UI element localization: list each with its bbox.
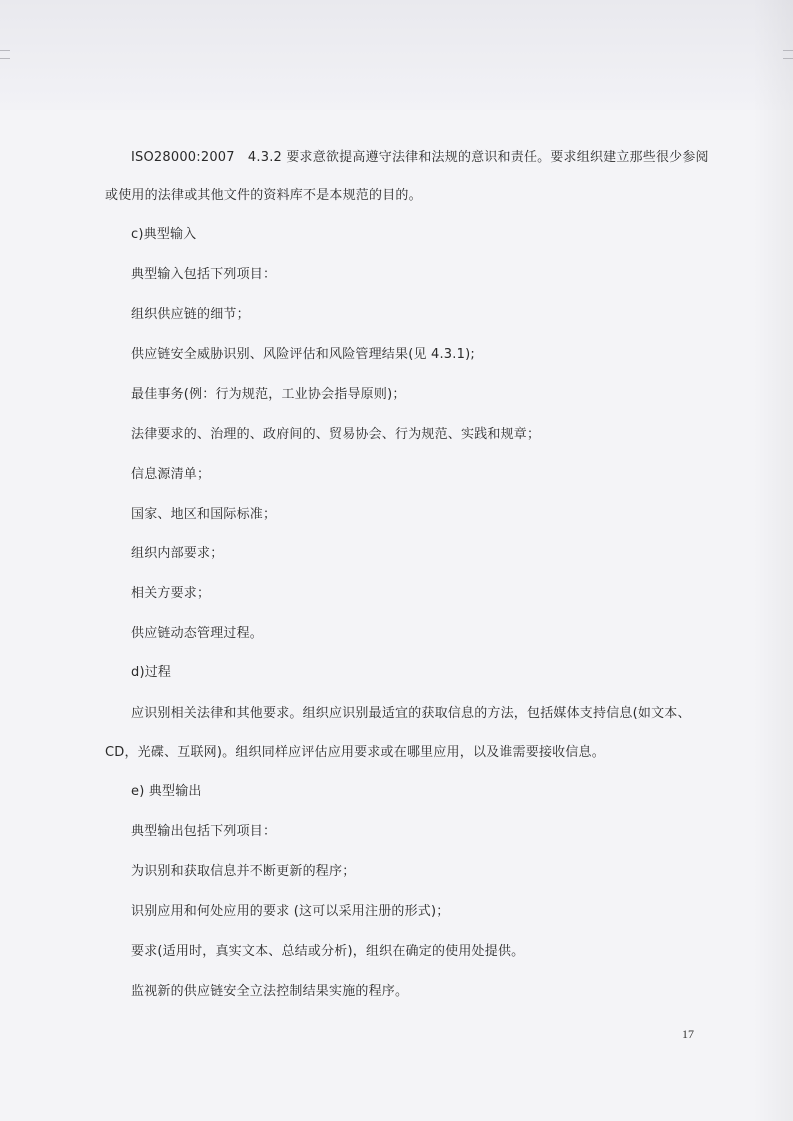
paragraph-line: ISO28000:2007 4.3.2 要求意欲提高遵守法律和法规的意识和责任。要求组织建立那些很少参阅 <box>131 150 709 165</box>
paragraph-line: CD，光碟、互联网)。组织同样应评估应用要求或在哪里应用，以及谁需要接收信息。 <box>105 745 605 760</box>
paragraph-line: 或使用的法律或其他文件的资料库不是本规范的目的。 <box>105 188 422 203</box>
list-item: 为识别和获取信息并不断更新的程序； <box>131 864 356 879</box>
list-item: 要求(适用时，真实文本、总结或分析)，组织在确定的使用处提供。 <box>131 944 525 959</box>
paragraph-line: 典型输入包括下列项目： <box>131 267 277 282</box>
list-item: 信息源清单； <box>131 467 211 482</box>
list-item: 供应链动态管理过程。 <box>131 626 264 641</box>
left-edge-mark <box>0 58 10 59</box>
list-item: 相关方要求； <box>131 586 211 601</box>
list-item: 供应链安全威胁识别、风险评估和风险管理结果(见 4.3.1); <box>131 347 475 362</box>
list-item: 法律要求的、治理的、政府间的、贸易协会、行为规范、实践和规章； <box>131 427 541 442</box>
paragraph-line: 典型输出包括下列项目： <box>131 824 277 839</box>
list-item: 国家、地区和国际标准； <box>131 507 277 522</box>
paragraph-line: 应识别相关法律和其他要求。组织应识别最适宜的获取信息的方法，包括媒体支持信息(如文本、 <box>131 706 691 721</box>
section-heading-c: c)典型输入 <box>131 227 197 242</box>
list-item: 组织供应链的细节； <box>131 307 250 322</box>
list-item: 组织内部要求； <box>131 546 224 561</box>
section-heading-e: e) 典型输出 <box>131 784 202 799</box>
page-number: 17 <box>682 1027 694 1041</box>
list-item: 监视新的供应链安全立法控制结果实施的程序。 <box>131 984 409 999</box>
right-edge-mark <box>783 58 793 59</box>
scan-edge-shadow <box>753 0 793 1121</box>
section-heading-d: d)过程 <box>131 665 172 680</box>
scan-shade <box>0 0 793 110</box>
list-item: 最佳事务(例：行为规范，工业协会指导原则)； <box>131 387 406 402</box>
list-item: 识别应用和何处应用的要求 (这可以采用注册的形式)； <box>131 904 450 919</box>
left-edge-mark <box>0 50 10 51</box>
right-edge-mark <box>783 50 793 51</box>
